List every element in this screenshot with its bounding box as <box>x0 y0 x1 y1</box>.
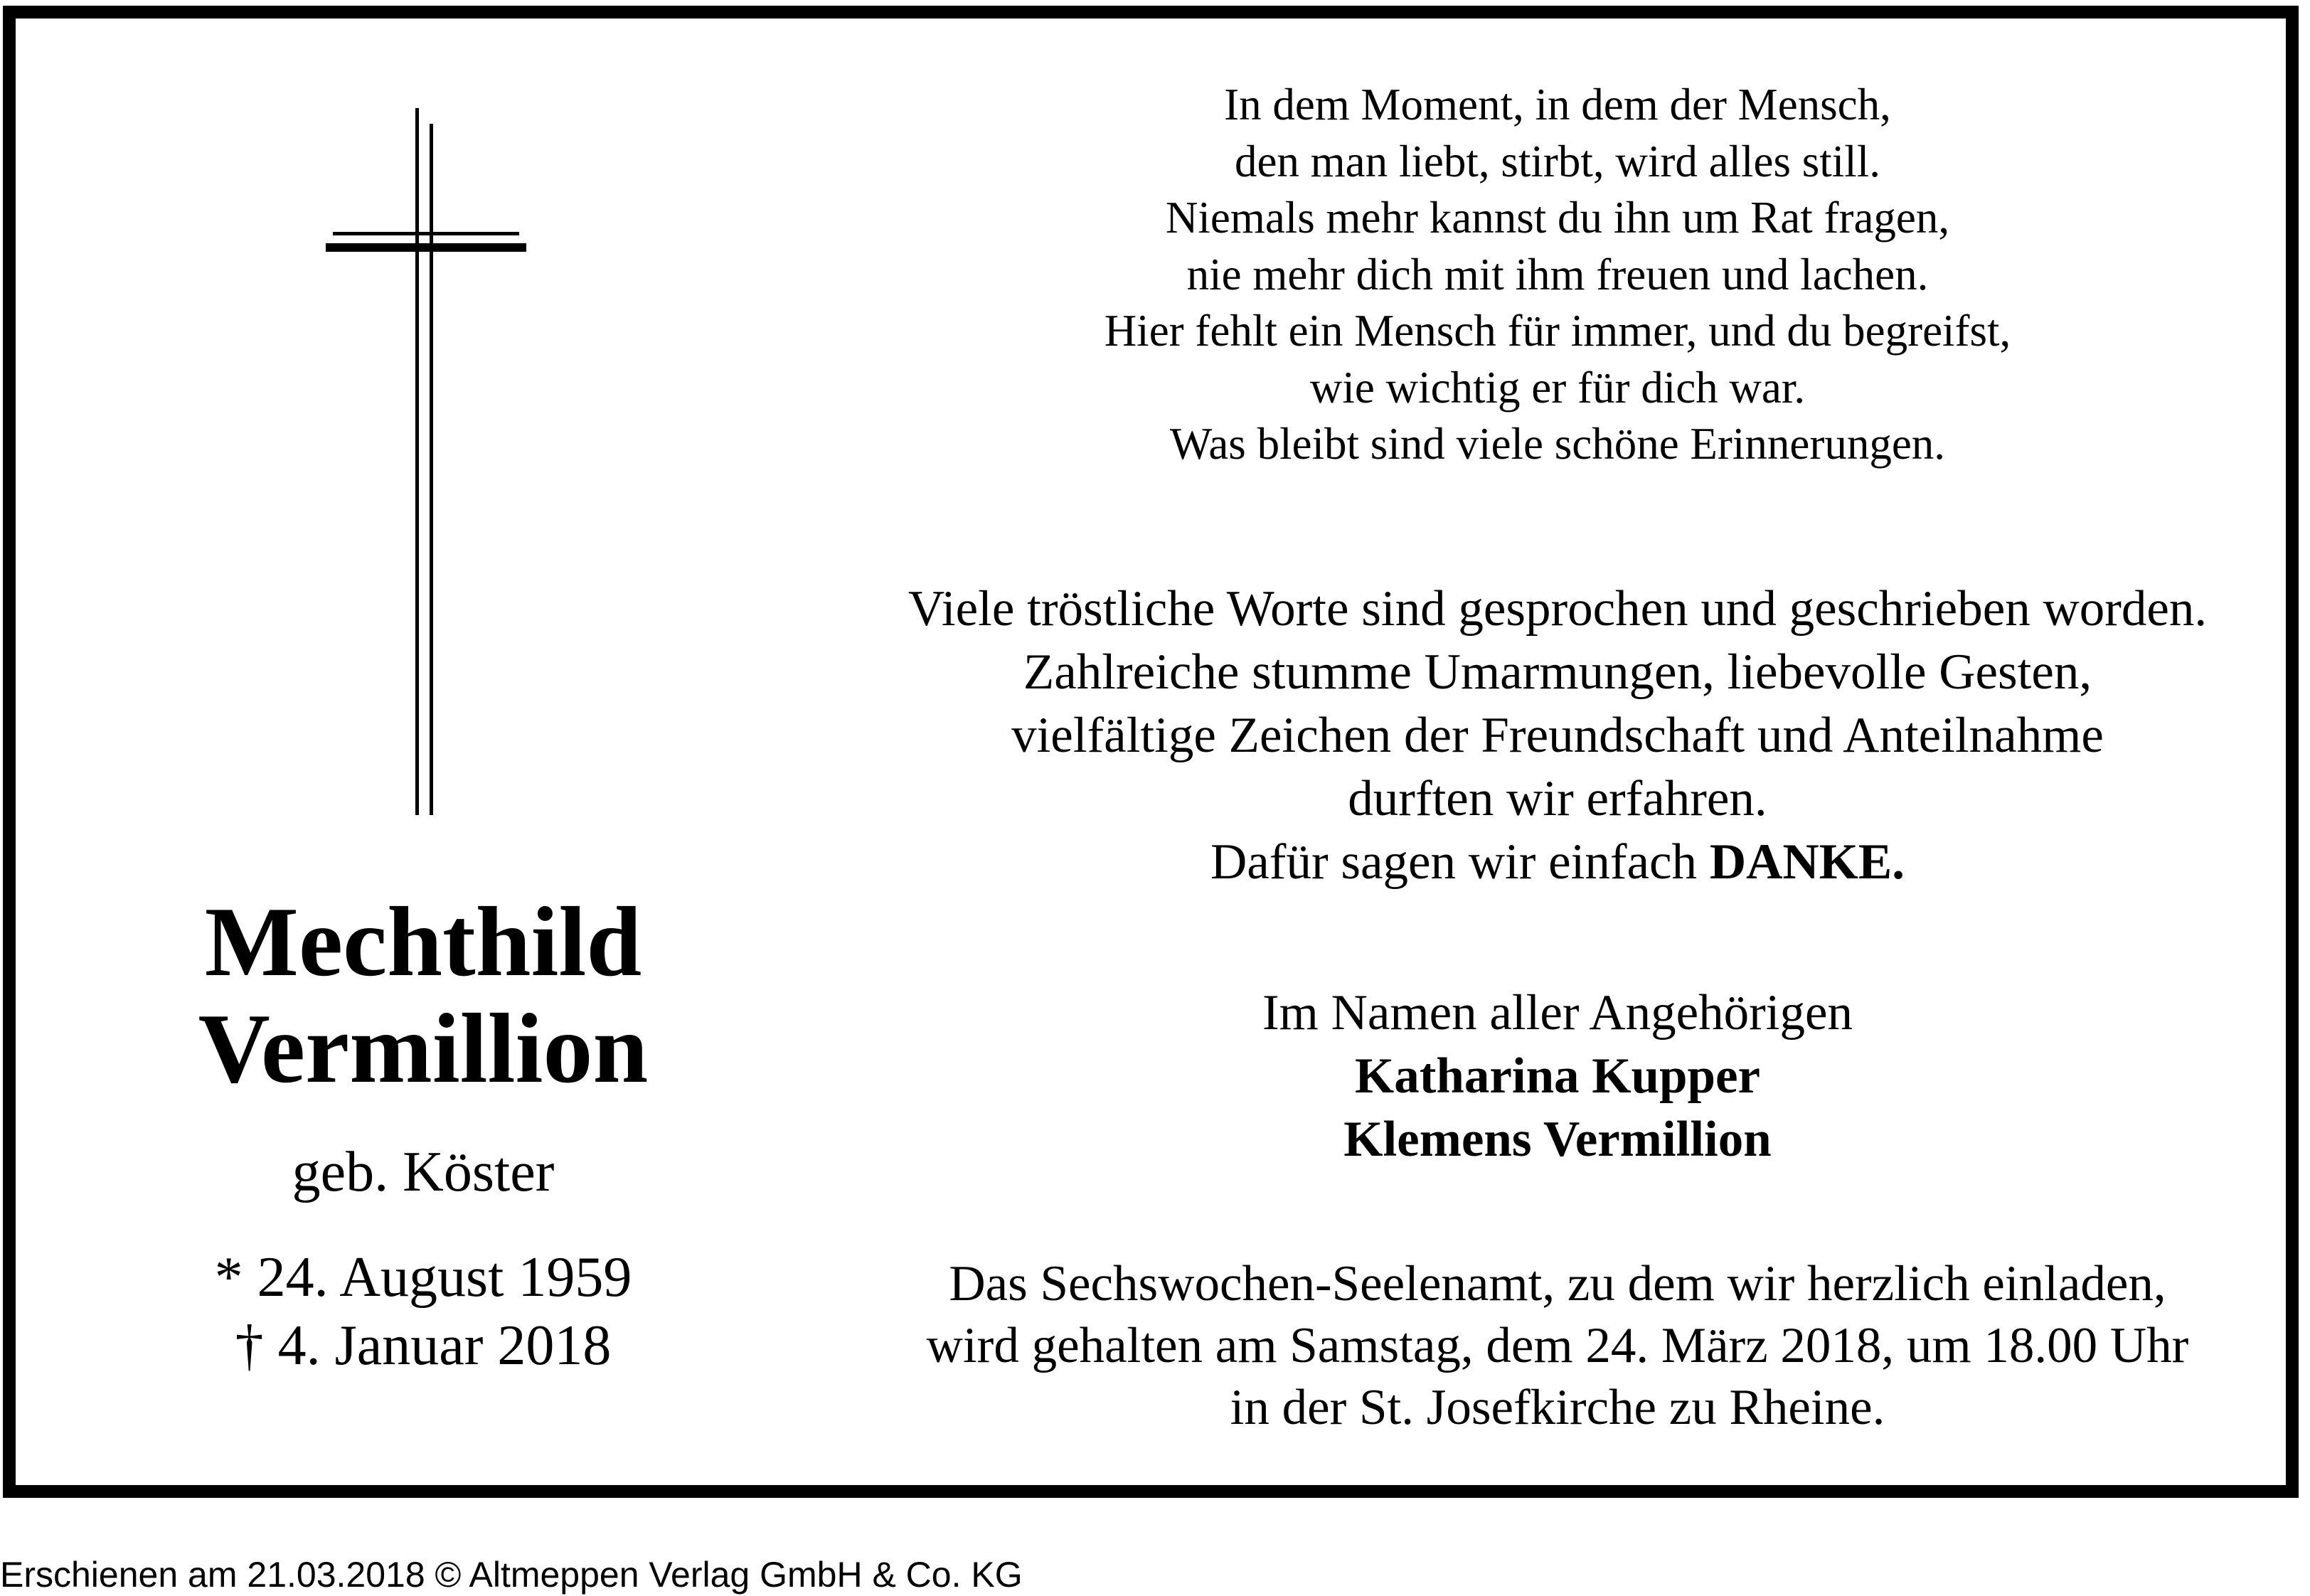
poem-line: wie wichtig er für dich war. <box>1309 362 1806 413</box>
thanks-line: Viele tröstliche Worte sind gesprochen und geschrieben worden. <box>907 581 2208 637</box>
signer-name: Klemens Vermillion <box>1343 1112 1772 1167</box>
first-name: Mechthild <box>204 887 642 997</box>
service-line: Das Sechswochen-Seelenamt, zu dem wir herzlich einladen, <box>949 1256 2166 1312</box>
death-date: † 4. Januar 2018 <box>235 1314 612 1377</box>
life-dates <box>135 1243 711 1380</box>
thanks-text <box>853 578 2262 894</box>
publication-footer: Erschienen am 21.03.2018 © Altmeppen Verlag GmbH & Co. KG <box>0 1555 1023 1595</box>
thanks-closing-text: Dafür sagen wir einfach <box>1210 834 1710 890</box>
poem-line: Hier fehlt ein Mensch für immer, und du begreifst, <box>1104 306 2011 356</box>
maiden-name: geb. Köster <box>292 1141 555 1203</box>
last-name: Vermillion <box>198 994 649 1104</box>
thanks-line: durften wir erfahren. <box>1348 771 1767 826</box>
poem-line: In dem Moment, in dem der Mensch, <box>1224 80 1891 129</box>
poem <box>853 77 2262 473</box>
thanks-closing-bold: DANKE. <box>1709 834 1905 890</box>
poem-line: nie mehr dich mit ihm freuen und lachen. <box>1186 249 1929 299</box>
service-line: in der St. Josefkirche zu Rheine. <box>1230 1380 1885 1435</box>
signer-name: Katharina Kupper <box>1354 1048 1761 1104</box>
service-info <box>853 1253 2262 1439</box>
poem-line: den man liebt, stirbt, wird alles still. <box>1234 136 1881 186</box>
birth-date: * 24. August 1959 <box>214 1246 632 1309</box>
signature-intro: Im Namen aller Angehörigen <box>1262 985 1853 1041</box>
service-line: wird gehalten am Samstag, dem 24. März 2018, um 18.00 Uhr <box>926 1318 2189 1373</box>
thanks-closing <box>853 831 2262 894</box>
thanks-line: Zahlreiche stumme Umarmungen, liebevolle Gesten, <box>1023 644 2092 700</box>
deceased-name <box>135 889 711 1102</box>
thanks-line: vielfältige Zeichen der Freundschaft und Anteilnahme <box>1011 708 2104 763</box>
signature-block <box>853 981 2262 1171</box>
cross-icon <box>326 108 526 815</box>
poem-line: Niemals mehr kannst du ihn um Rat fragen, <box>1165 193 1950 243</box>
poem-line: Was bleibt sind viele schöne Erinnerungen. <box>1169 419 1946 469</box>
